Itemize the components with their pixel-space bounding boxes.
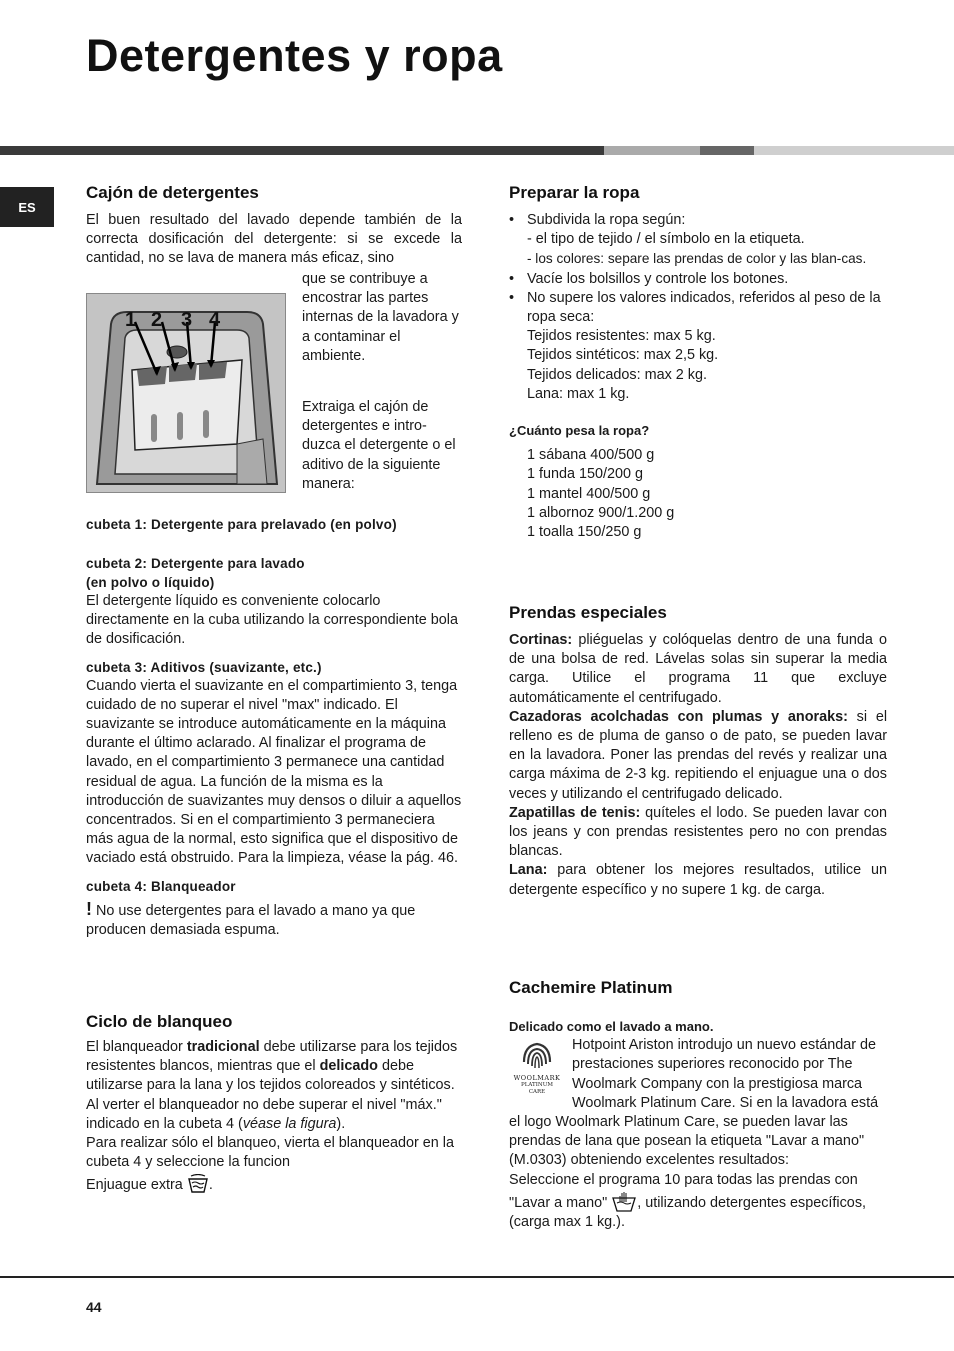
- cortinas-text: [509, 631, 887, 708]
- cajon-extract-text: Extraiga el cajón de detergentes e intro-duzca el detergente o el aditivo de la siguiente manera:: [302, 399, 456, 492]
- ciclo-p1-e: debe utilizarse para la lana y los tejidos coloreados y sintéticos.: [86, 1058, 455, 1094]
- cubeta-1-label: cubeta 1: Detergente para prelavado (en polvo): [86, 517, 397, 532]
- preparar-item-1-text: Subdivida la ropa según:: [527, 212, 686, 228]
- ciclo-p2: [86, 1096, 462, 1134]
- woolmark-icon: [520, 1040, 554, 1074]
- cubeta-3-text: Cuando vierta el suavizante en el compartimiento 3, tenga cuidado de no superar el nivel "max" indicado. El suavizante se introduce automáticamente en la máquina durante el último aclarado. Al finalizar el programa de lavado, en el compartimiento 3 permanece una cantidad residual de agua. La función de la misma es la introducción de suavizantes muy densos o diluir a aquellos concentrados. Si en el compartimiento 3 permaneciera más agua de la normal, esto significa que el dispositivo de vaciado está obstruido. Para la limpieza, véase la pág. 46.: [86, 677, 462, 867]
- cazadoras-label: Cazadoras acolchadas con plumas y anoraks:: [509, 708, 848, 725]
- header-bar-pale: [754, 146, 954, 155]
- cachemire-p3: [509, 1192, 889, 1232]
- preparar-list: [509, 211, 889, 404]
- ciclo-heading: Ciclo de blanqueo: [86, 1012, 233, 1031]
- weight-sinteticos: Tejidos sintéticos: max 2,5 kg.: [527, 347, 719, 364]
- ciclo-p1-delicado: delicado: [319, 1058, 378, 1075]
- weight-item: 1 funda 150/200 g: [527, 466, 644, 483]
- detergent-drawer-figure: [86, 293, 286, 493]
- weight-items: [509, 446, 889, 542]
- prendas-section: [509, 602, 887, 900]
- weight-resistentes: Tejidos resistentes: max 5 kg.: [527, 328, 716, 345]
- preparar-item-3-text: No supere los valores indicados, referidos al peso de la ropa seca:: [527, 289, 881, 326]
- cajon-continuation: que se contribuye a encostrar las partes internas de la lavadora y a contaminar el ambiente.: [302, 271, 459, 364]
- cachemire-p1: Hotpoint Ariston introdujo un nuevo estándar de prestaciones superiores reconocido por The Woolmark Company con la prestigiosa marca Woolmark Platinum Care. Si en la lavadora está el logo Woolmark Platinum Care, se pueden lavar las prendas de lana que posean la etiqueta "Lavar a mano" (M.0303) obteniendo excelentes resultados:: [509, 1037, 879, 1169]
- lana-text: [509, 861, 887, 899]
- header-bar-light: [604, 146, 700, 155]
- ciclo-p1: [86, 1038, 462, 1096]
- preparar-item-1-line-2: - los colores: separe las prendas de color y las blan-cas.: [527, 251, 867, 267]
- preparar-section: [509, 182, 889, 542]
- header-bar-mid: [700, 146, 754, 155]
- weight-delicados: Tejidos delicados: max 2 kg.: [527, 366, 707, 383]
- hand-wash-icon: [611, 1192, 637, 1212]
- extra-rinse-label: Enjuague extra: [86, 1177, 183, 1194]
- cachemire-heading: Cachemire Platinum: [509, 978, 673, 997]
- cubeta-2-label-b: (en polvo o líquido): [86, 575, 215, 590]
- ciclo-p3: Para realizar sólo el blanqueo, vierta el blanqueador en la cubeta 4 y seleccione la funcion: [86, 1135, 455, 1171]
- ciclo-p2-figure-ref: véase la figura: [242, 1115, 337, 1132]
- cazadoras-body: si el relleno es de pluma de ganso o de pato, se pueden lavar en la lavadora. Poner las prendas del revés y realizar una carga máxima de 2-3 kg. repitiendo el enjuague una o dos veces y utilizando el centrifugado delicado.: [509, 708, 888, 802]
- zapatillas-label: Zapatillas de tenis:: [509, 804, 641, 821]
- warning-text: No use detergentes para el lavado a mano ya que producen demasiada espuma.: [86, 902, 416, 938]
- weight-item: 1 sábana 400/500 g: [527, 447, 655, 464]
- figure-label-3: 3: [181, 309, 193, 331]
- cuanto-pesa-heading: ¿Cuánto pesa la ropa?: [509, 423, 650, 439]
- figure-label-2: 2: [151, 309, 163, 331]
- ciclo-p2-a: Al verter el blanqueador no debe superar el nivel "máx." indicado en la cubeta 4 (: [86, 1096, 442, 1132]
- cachemire-p3-end: , utilizando detergentes específicos, (carga max 1 kg.).: [509, 1194, 867, 1231]
- ciclo-p1-a: El blanqueador: [86, 1039, 183, 1055]
- ciclo-p4: [86, 1174, 462, 1195]
- cubeta-2-label: cubeta 2: Detergente para lavado: [86, 556, 305, 571]
- preparar-item-1-line-1: - el tipo de tejido / el símbolo en la etiqueta.: [527, 231, 805, 248]
- cazadoras-text: [509, 708, 887, 804]
- woolmark-logo: [509, 1036, 565, 1106]
- cajon-section: [86, 182, 462, 269]
- cortinas-label: Cortinas:: [509, 632, 573, 648]
- page-number: 44: [86, 1299, 102, 1315]
- cubeta-3-label: cubeta 3: Aditivos (suavizante, etc.): [86, 659, 322, 675]
- cachemire-p2: Seleccione el programa 10 para todas las prendas con: [509, 1171, 858, 1188]
- preparar-heading: Preparar la ropa: [509, 183, 640, 202]
- cachemire-body: [509, 1036, 889, 1232]
- detergent-drawer-icon: [87, 294, 285, 492]
- hand-wash-label: "Lavar a mano": [509, 1194, 608, 1211]
- cachemire-section: [509, 977, 889, 1232]
- woolmark-text-1: WOOLMARK: [513, 1074, 561, 1083]
- warning-icon: !: [86, 898, 92, 919]
- figure-label-4: 4: [209, 309, 221, 331]
- prendas-heading: Prendas especiales: [509, 603, 667, 622]
- footer-rule: [0, 1276, 954, 1278]
- lana-label: Lana:: [509, 862, 548, 879]
- zapatillas-body: quíteles el lodo. Se pueden lavar con los jeans y con prendas resistentes pero no con prendas blancas.: [509, 804, 887, 860]
- preparar-item-2: • Vacíe los bolsillos y controle los botones.: [509, 270, 889, 289]
- preparar-item-1: [509, 211, 889, 270]
- cubetas-section: [86, 515, 464, 940]
- weight-lana: Lana: max 1 kg.: [527, 385, 630, 402]
- cajon-side-text: [302, 270, 464, 494]
- cortinas-body: pliéguelas y colóquelas dentro de una funda o de una bolsa de red. Lávelas solas sin superar la media carga. Utilice el programa 11 que excluye automáticamente el centrifugado.: [509, 632, 887, 706]
- weight-item: 1 toalla 150/250 g: [527, 524, 642, 541]
- ciclo-p2-c: ).: [336, 1115, 346, 1132]
- cubeta-4-label: cubeta 4: Blanqueador: [86, 878, 236, 894]
- extra-rinse-icon: [187, 1174, 209, 1194]
- cachemire-subheading: Delicado como el lavado a mano.: [509, 1019, 714, 1034]
- cajon-intro: El buen resultado del lavado depende también de la correcta dosificación del detergente: si se excede la cantidad, no se lava de manera más eficaz, sino: [86, 212, 462, 267]
- weight-item: 1 mantel 400/500 g: [527, 485, 651, 502]
- ciclo-p1-tradicional: tradicional: [186, 1039, 260, 1055]
- figure-label-1: 1: [125, 309, 137, 331]
- ciclo-p4-end: .: [208, 1177, 213, 1194]
- woolmark-text-2: PLATINUM: [521, 1082, 553, 1089]
- cubeta-2-text: El detergente líquido es conveniente colocarlo directamente en la cuba utilizando la correspondiente bola de dosificación.: [86, 593, 458, 648]
- page-title: Detergentes y ropa: [86, 30, 503, 81]
- woolmark-text-3: CARE: [528, 1089, 546, 1096]
- header-bar-dark: [0, 146, 604, 155]
- ciclo-p1-c: debe utilizarse para los tejidos resistentes blancos, mientras que el: [86, 1039, 458, 1075]
- weight-item: 1 albornoz 900/1.200 g: [527, 504, 675, 521]
- language-tab: ES: [0, 187, 54, 227]
- zapatillas-text: [509, 804, 887, 862]
- preparar-item-3: [509, 289, 889, 404]
- cajon-heading: Cajón de detergentes: [86, 183, 259, 202]
- lana-body: para obtener los mejores resultados, utilice un detergente específico y no supere 1 kg. de carga.: [509, 862, 887, 898]
- ciclo-section: [86, 1011, 462, 1196]
- warning-note: [86, 900, 464, 940]
